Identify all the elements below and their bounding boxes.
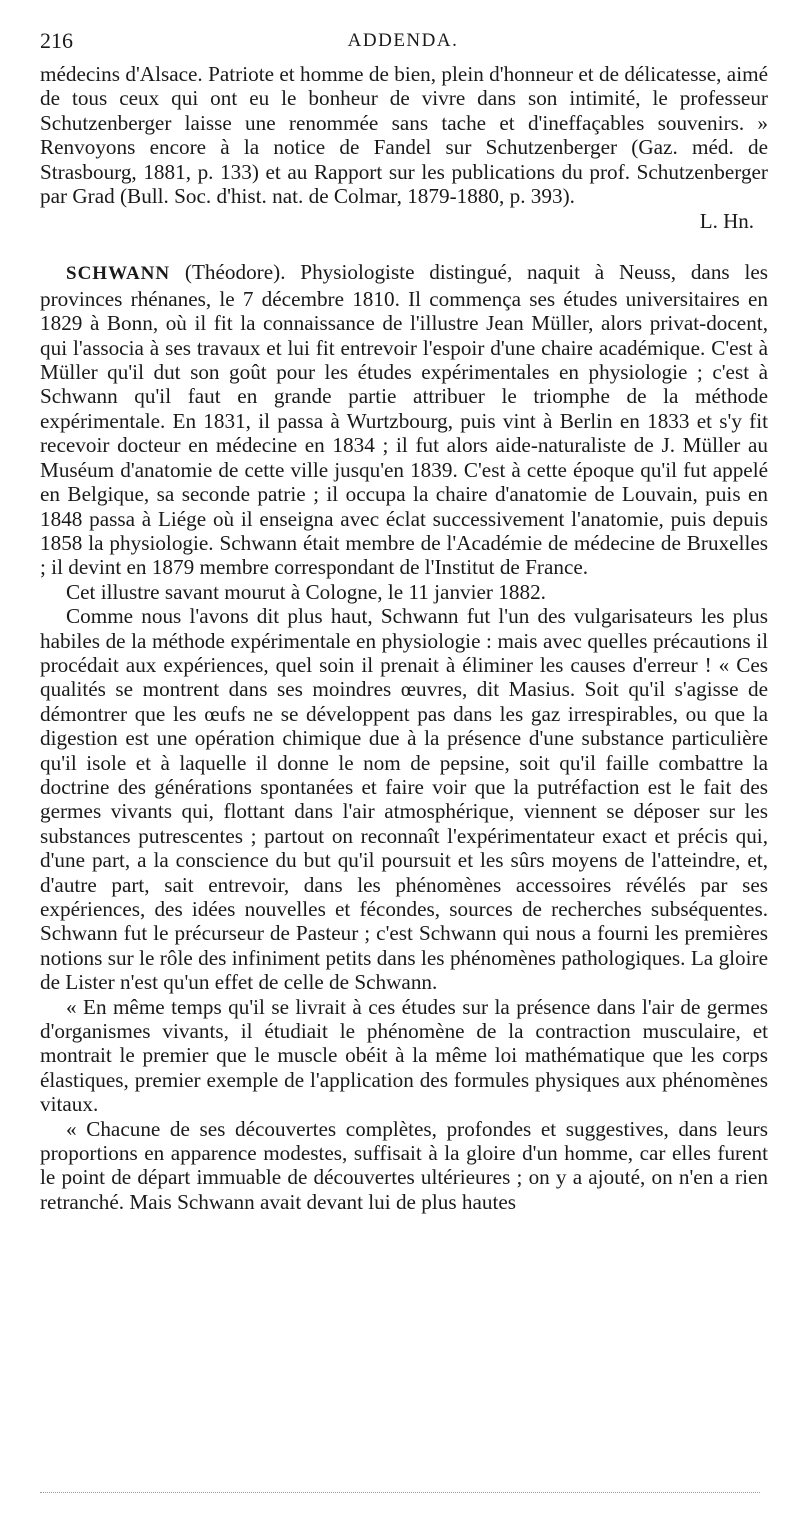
entry-name: SCHWANN [66, 263, 171, 285]
page-number: 216 [40, 28, 73, 53]
paragraph-discoveries: « Chacune de ses découvertes complètes, profondes et suggestives, dans leurs proportions en apparence modestes, suffisait à la gloire d'un homme, car elles furent le point de départ immuable de découvertes ultérieures ; on y a ajouté, on n'en a rien retranché. Mais Schwann avait devant lui de plus hautes [40, 1116, 768, 1214]
footer-dotted-rule [40, 1492, 760, 1493]
paragraph-method: Comme nous l'avons dit plus haut, Schwann fut l'un des vulgarisateurs les plus habiles de la méthode expérimentale en physiologie : mais avec quelles précautions il procédait aux expériences, quel soin il prenait à éliminer les causes d'erreur ! « Ces qualités se montrent dans ses moindres œuvres, dit Masius. Soit qu'il s'agisse de démontrer que les œufs ne se développent pas dans les gaz irrespirables, ou que la digestion est une opération chimique due à la présence d'une substance particulière qu'il isole et à laquelle il donne le nom de pepsine, soit qu'il faille combattre la doctrine des générations spontanées et faire voir que la putréfaction est le fait des germes vivants qui, flottant dans l'air atmosphérique, viennent se déposer sur les substances putrescentes ; partout on reconnaît l'expérimentateur exact et précis qui, d'une part, a la conscience du but qu'il poursuit et les sûrs moyens de l'atteindre, et, d'autre part, sait entrevoir, dans les phénomènes accessoires révélés par ses expériences, des idées nouvelles et fécondes, sources de recherches subséquentes. Schwann fut le précurseur de Pasteur ; c'est Schwann qui nous a fourni les premières notions sur le rôle des infiniment petits dans les phénomènes pathologiques. La gloire de Lister n'est qu'un effet de celle de Schwann. [40, 604, 768, 995]
page-header [40, 28, 766, 58]
page-body [40, 62, 768, 1214]
paragraph-death: Cet illustre savant mourut à Cologne, le 11 janvier 1882. [66, 579, 546, 604]
running-head: ADDENDA. [347, 30, 459, 51]
paragraph-muscle: « En même temps qu'il se livrait à ces études sur la présence dans l'air de germes d'organismes vivants, il étudiait le phénomène de la contraction musculaire, et montrait le premier que le muscle obéit à la même loi mathématique que les corps élastiques, premier exemple de l'application des formules physiques aux phénomènes vitaux. [40, 994, 768, 1117]
entry-text: (Théodore). Physiologiste distingué, naquit à Neuss, dans les provinces rhénanes, le 7 décembre 1810. Il commença ses études universitaires en 1829 à Bonn, où il fit la connaissance de l'illustre Jean Müller, alors privat-docent, qui l'associa à ses travaux et lui fit entrevoir l'espoir d'une chaire académique. C'est à Müller qu'il dut son goût pour les études expérimentales en physiologie ; c'est à Schwann qu'il faut en grande partie attribuer le triomphe de la méthode expérimentale. En 1831, il passa à Wurtzbourg, puis vint à Berlin en 1833 et s'y fit recevoir docteur en médecine en 1834 ; il fut alors aide-naturaliste de J. Müller au Muséum d'anatomie de cette ville jusqu'en 1839. C'est à cette époque qu'il fut appelé en Belgique, sa seconde patrie ; il occupa la chaire d'anatomie de Louvain, puis en 1848 passa à Liége où il enseigna avec éclat successivement l'anatomie, puis depuis 1858 la physiologie. Schwann était membre de l'Académie de médecine de Bruxelles ; il devint en 1879 membre correspondant de l'Institut de France. [40, 260, 768, 580]
paragraph-entry-schwann [40, 260, 768, 579]
entry-gap [40, 234, 768, 260]
author-signature: L. Hn. [699, 209, 754, 234]
paragraph-continuation: médecins d'Alsace. Patriote et homme de bien, plein d'honneur et de délicatesse, aimé de tous ceux qui ont eu le bonheur de vivre dans son intimité, le professeur Schutzenberger laisse une renommée sans tache et d'ineffaçables souvenirs. » Renvoyons encore à la notice de Fandel sur Schutzenberger (Gaz. méd. de Strasbourg, 1881, p. 133) et au Rapport sur les publications du prof. Schutzenberger par Grad (Bull. Soc. d'hist. nat. de Colmar, 1879-1880, p. 393). [40, 62, 768, 209]
